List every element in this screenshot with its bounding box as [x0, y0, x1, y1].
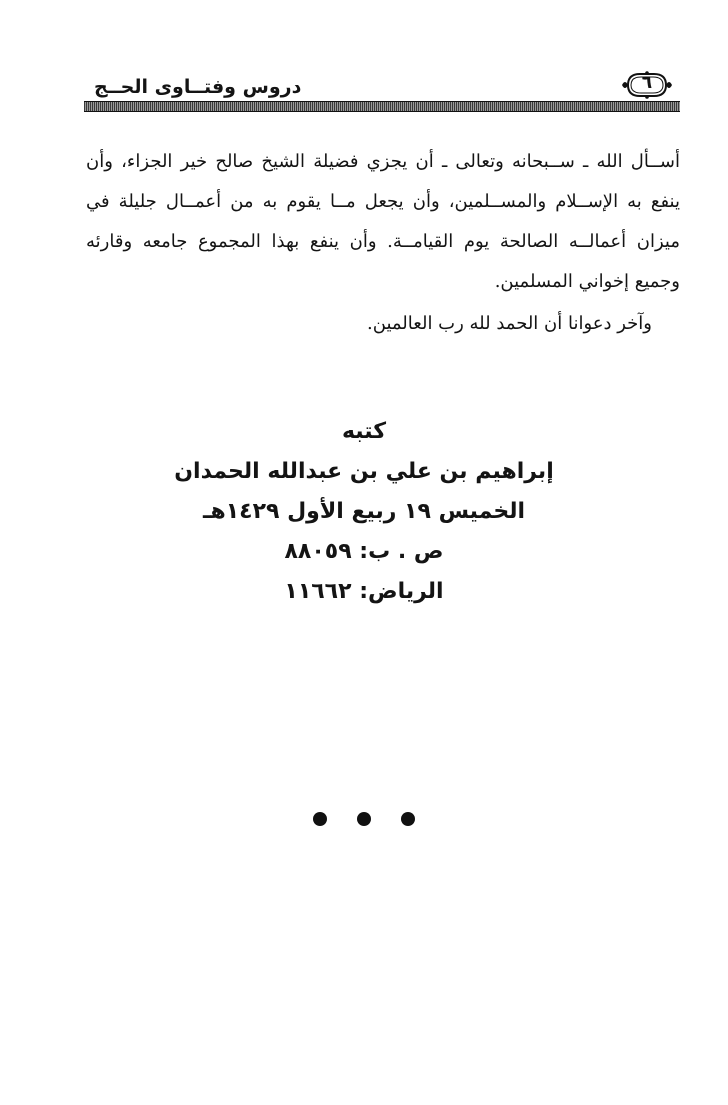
dot-icon: [357, 812, 371, 826]
body-paragraph: أســأل الله ـ ســبحانه وتعالى ـ أن يجزي فضيلة الشيخ صالح خير الجزاء، وأن ينفع به الإســلام والمســلمين، وأن يجعل مــا يقوم به من أعمــال جليلة في ميزان أعمالــه الصالحة يوم القيامــة. وأن ينفع بهذا المجموع جامعه وقارئه وجميع إخواني المسلمين.: [86, 151, 680, 292]
author-name: إبراهيم بن علي بن عبدالله الحمدان: [174, 459, 554, 484]
city-postal-code: الرياض: ١١٦٦٢: [284, 579, 444, 604]
dot-icon: [313, 812, 327, 826]
signature-block: [120, 412, 608, 612]
page-number-badge: [620, 70, 674, 100]
dot-icon: [401, 812, 415, 826]
section-end-dots: [0, 812, 728, 832]
signature-date: الخميس ١٩ ربيع الأول ١٤٢٩هـ: [202, 499, 526, 524]
book-title: دروس وفتــاوى الحــج: [94, 76, 302, 98]
header-rule: [84, 101, 680, 112]
body-paragraph-block: [86, 142, 680, 302]
signature-label: كتبه: [341, 419, 387, 444]
page-number: ٦: [641, 73, 653, 93]
running-header: [84, 70, 680, 114]
po-box: ص . ب: ٨٨٠٥٩: [284, 539, 444, 564]
closing-line: وآخر دعوانا أن الحمد لله رب العالمين.: [367, 313, 652, 334]
